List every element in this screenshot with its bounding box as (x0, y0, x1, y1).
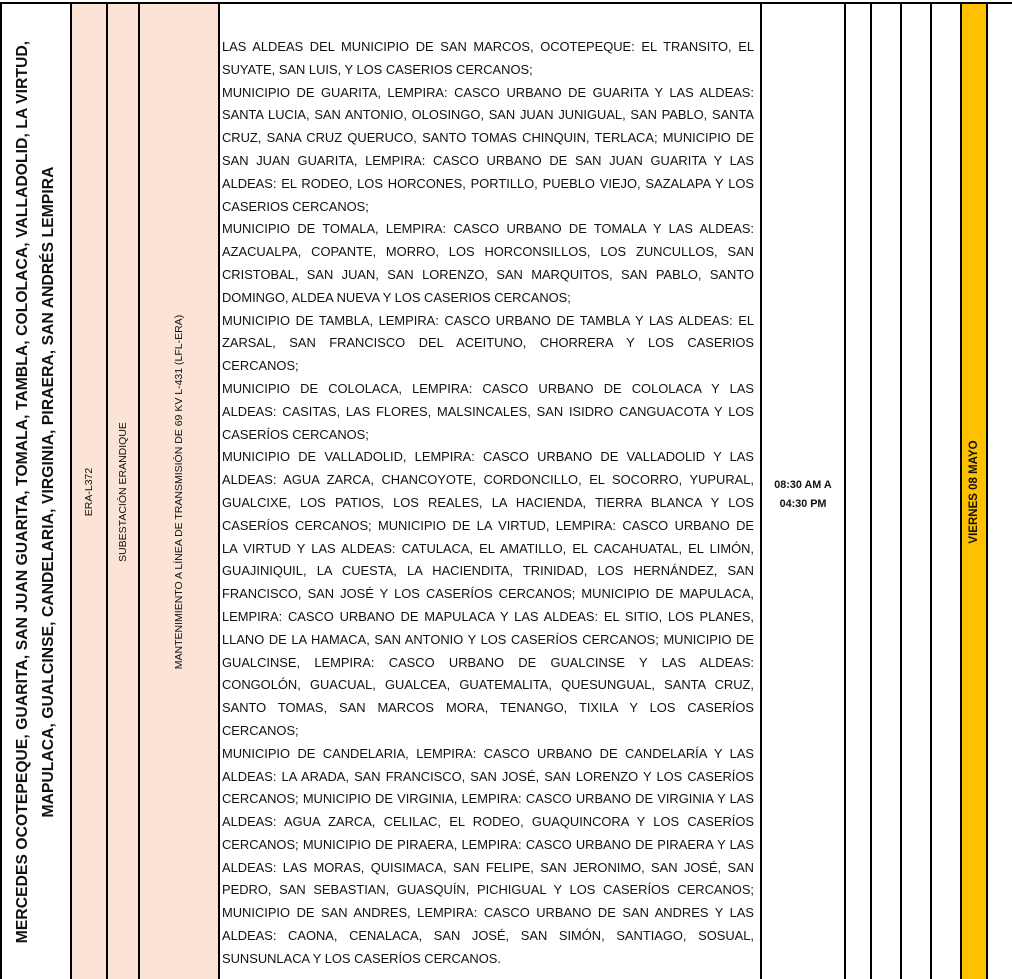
zone-line: ZARSAL, SAN FRANCISCO DEL ACEITUNO, CHORRERA Y LOS CASERIOS CERCANOS; (222, 335, 754, 374)
zone-line: MUNICIPIO DE COLOLACA, LEMPIRA: CASCO URBANO DE COLOLACA Y LAS (222, 380, 754, 396)
zone-line: SANTA LUCIA, SAN ANTONIO, OLOSINGO, SAN JUAN JUNIGUAL, SAN PABLO, SANTA (222, 107, 754, 123)
zone-line: CONGOLÓN, GUACUAL, GUALCEA, GUATEMALITA, QUESUNGUAL, SANTA CRUZ, (222, 677, 754, 693)
zone-line: GUALCIXE, LOS PATIOS, LOS REALES, LA HACIENDA, TIERRA BLANCA Y LOS (222, 494, 754, 510)
empty-column-3 (902, 4, 932, 979)
zone-line: CERCANOS; MUNICIPIO DE PIRAERA, LEMPIRA: CASCO URBANO DE PIRAERA Y LAS (222, 836, 754, 852)
date-cell (962, 4, 988, 979)
zone-line: MUNICIPIO DE TOMALA, LEMPIRA: CASCO URBANO DE TOMALA Y LAS ALDEAS: (222, 221, 754, 237)
zone-line: ALDEAS: LA ARADA, SAN FRANCISCO, SAN JOSÉ, SAN LORENZO Y LOS CASERÍOS (222, 768, 754, 784)
zone-line: SAN JUAN GUARITA, LEMPIRA: CASCO URBANO DE SAN JUAN GUARITA Y LAS (222, 152, 754, 168)
zone-line: CRISTOBAL, SAN JUAN, SAN LORENZO, SAN MARQUITOS, SAN PABLO, SANTO (222, 266, 754, 282)
zone-line: GUALCINSE, LEMPIRA: CASCO URBANO DE GUALCINSE Y LAS ALDEAS: (222, 654, 754, 670)
zone-line: GUAJINIQUIL, LA CUESTA, LA HACIENDITA, TRINIDAD, LOS HERNÁNDEZ, SAN (222, 563, 754, 579)
affected-zones-text (222, 36, 754, 971)
zone-line: ALDEAS: CASITAS, LAS FLORES, MALSINCALES, SAN ISIDRO CANGUACOTA Y LOS (222, 403, 754, 419)
zone-line: MUNICIPIO DE TAMBLA, LEMPIRA: CASCO URBANO DE TAMBLA Y LAS ALDEAS: EL (222, 312, 754, 328)
work-description-cell (140, 4, 220, 979)
zone-line: ALDEAS: AGUA ZARCA, CELILAC, EL RODEO, GUAQUINCORA Y LOS CASERÍOS (222, 814, 754, 830)
zone-line: CASERÍOS CERCANOS; (222, 426, 369, 442)
empty-column-4 (932, 4, 962, 979)
zone-line: LEMPIRA: CASCO URBANO DE MAPULACA Y LAS ALDEAS: EL SITIO, LOS PLANES, (222, 608, 754, 624)
schedule-time (762, 476, 844, 514)
zone-line: PEDRO, SAN SEBASTIAN, GUASQUÍN, PICHIGUAL Y LOS CASERÍOS CERCANOS; (222, 882, 754, 898)
schedule-start: 08:30 AM A (774, 479, 832, 491)
zone-line: MUNICIPIO DE VALLADOLID, LEMPIRA: CASCO URBANO DE VALLADOLID Y LAS (222, 449, 754, 465)
zone-line: CASERIOS CERCANOS; (222, 198, 369, 214)
zone-line: CERCANOS; MUNICIPIO DE VIRGINIA, LEMPIRA: CASCO URBANO DE VIRGINIA Y LAS (222, 791, 754, 807)
zone-line: FRANCISCO, SAN JOSÉ Y LOS CASERÍOS CERCANOS; MUNICIPIO DE MAPULACA, (222, 586, 754, 602)
empty-column-1 (846, 4, 872, 979)
municipalities-header: MERCEDES OCOTEPEQUE, GUARITA, SAN JUAN GUARITA, TOMALA, TAMBLA, COLOLACA, VALLADOLID, LA VIRTUD, MAPULACA, GUALCINSE, CANDELARIA, VIRGINIA, PIRAERA, SAN ANDRÉS LEMPIRA (14, 40, 57, 943)
zone-line: MUNICIPIO DE GUARITA, LEMPIRA: CASCO URBANO DE GUARITA Y LAS ALDEAS: (222, 84, 754, 100)
zone-line: ALDEAS: CAONA, CENALACA, SAN JOSÉ, SAN SIMÓN, SANTIAGO, SOSUAL, (222, 928, 754, 944)
date-label: VIERNES 08 MAYO (968, 439, 980, 544)
zone-line: LLANO DE LA HAMACA, SAN ANTONIO Y LOS CASERÍOS CERCANOS; MUNICIPIO DE (222, 631, 754, 647)
zone-line: ALDEAS: EL RODEO, LOS HORCONES, PORTILLO, PUEBLO VIEJO, SAZALAPA Y LOS (222, 175, 754, 191)
zone-line: SUNSUNLACA Y LOS CASERÍOS CERCANOS. (222, 950, 501, 966)
zone-line: CASERÍOS CERCANOS; MUNICIPIO DE LA VIRTUD, LEMPIRA: CASCO URBANO DE (222, 517, 754, 533)
zone-line: AZACUALPA, COPANTE, MORRO, LOS HORCONSILLOS, LOS ZUNCULLOS, SAN (222, 244, 754, 260)
schedule-end: 04:30 PM (779, 498, 827, 510)
zone-line: DOMINGO, ALDEA NUEVA Y LOS CASERIOS CERCANOS; (222, 289, 571, 305)
zone-line: LAS ALDEAS DEL MUNICIPIO DE SAN MARCOS, OCOTEPEQUE: EL TRANSITO, EL (222, 39, 754, 54)
substation-name: SUBESTACIÓN ERANDIQUE (117, 421, 129, 562)
zone-line: SANTO TOMAS, SAN MARCOS MORA, TENANGO, TIXILA Y LOS CASERÍOS (222, 700, 754, 716)
circuit-cell (72, 4, 108, 979)
zone-line: CRUZ, SANA CRUZ QUERUCO, SANTO TOMAS CHINQUIN, TERLACA; MUNICIPIO DE (222, 130, 754, 146)
zone-line: SUYATE, SAN LUIS, Y LOS CASERIOS CERCANOS; (222, 61, 533, 77)
zone-line: MUNICIPIO DE SAN ANDRES, LEMPIRA: CASCO URBANO DE SAN ANDRES Y LAS (222, 905, 754, 921)
empty-column-2 (872, 4, 902, 979)
work-description: MANTENIMIENTO A LÍNEA DE TRANSMISIÓN DE 69 KV L-431 (LFL-ERA) (173, 314, 185, 669)
substation-cell (108, 4, 140, 979)
municipalities-cell (2, 4, 72, 979)
zone-line: MUNICIPIO DE CANDELARIA, LEMPIRA: CASCO URBANO DE CANDELARÍA Y LAS (222, 745, 754, 761)
zone-line: ALDEAS: AGUA ZARCA, CHANCOYOTE, CORDONCILLO, EL SOCORRO, YUPURAL, (222, 472, 754, 488)
zone-line: ALDEAS: LAS MORAS, QUISIMACA, SAN FELIPE, SAN JERONIMO, SAN JOSÉ, SAN (222, 859, 754, 875)
empty-column-5 (988, 4, 1012, 979)
schedule-cell (762, 4, 846, 979)
zone-line: LA VIRTUD Y LAS ALDEAS: CATULACA, EL AMATILLO, EL CACAHUATAL, EL LIMÓN, (222, 540, 754, 556)
zone-line: CERCANOS; (222, 722, 299, 738)
circuit-code: ERA-L372 (83, 467, 95, 516)
